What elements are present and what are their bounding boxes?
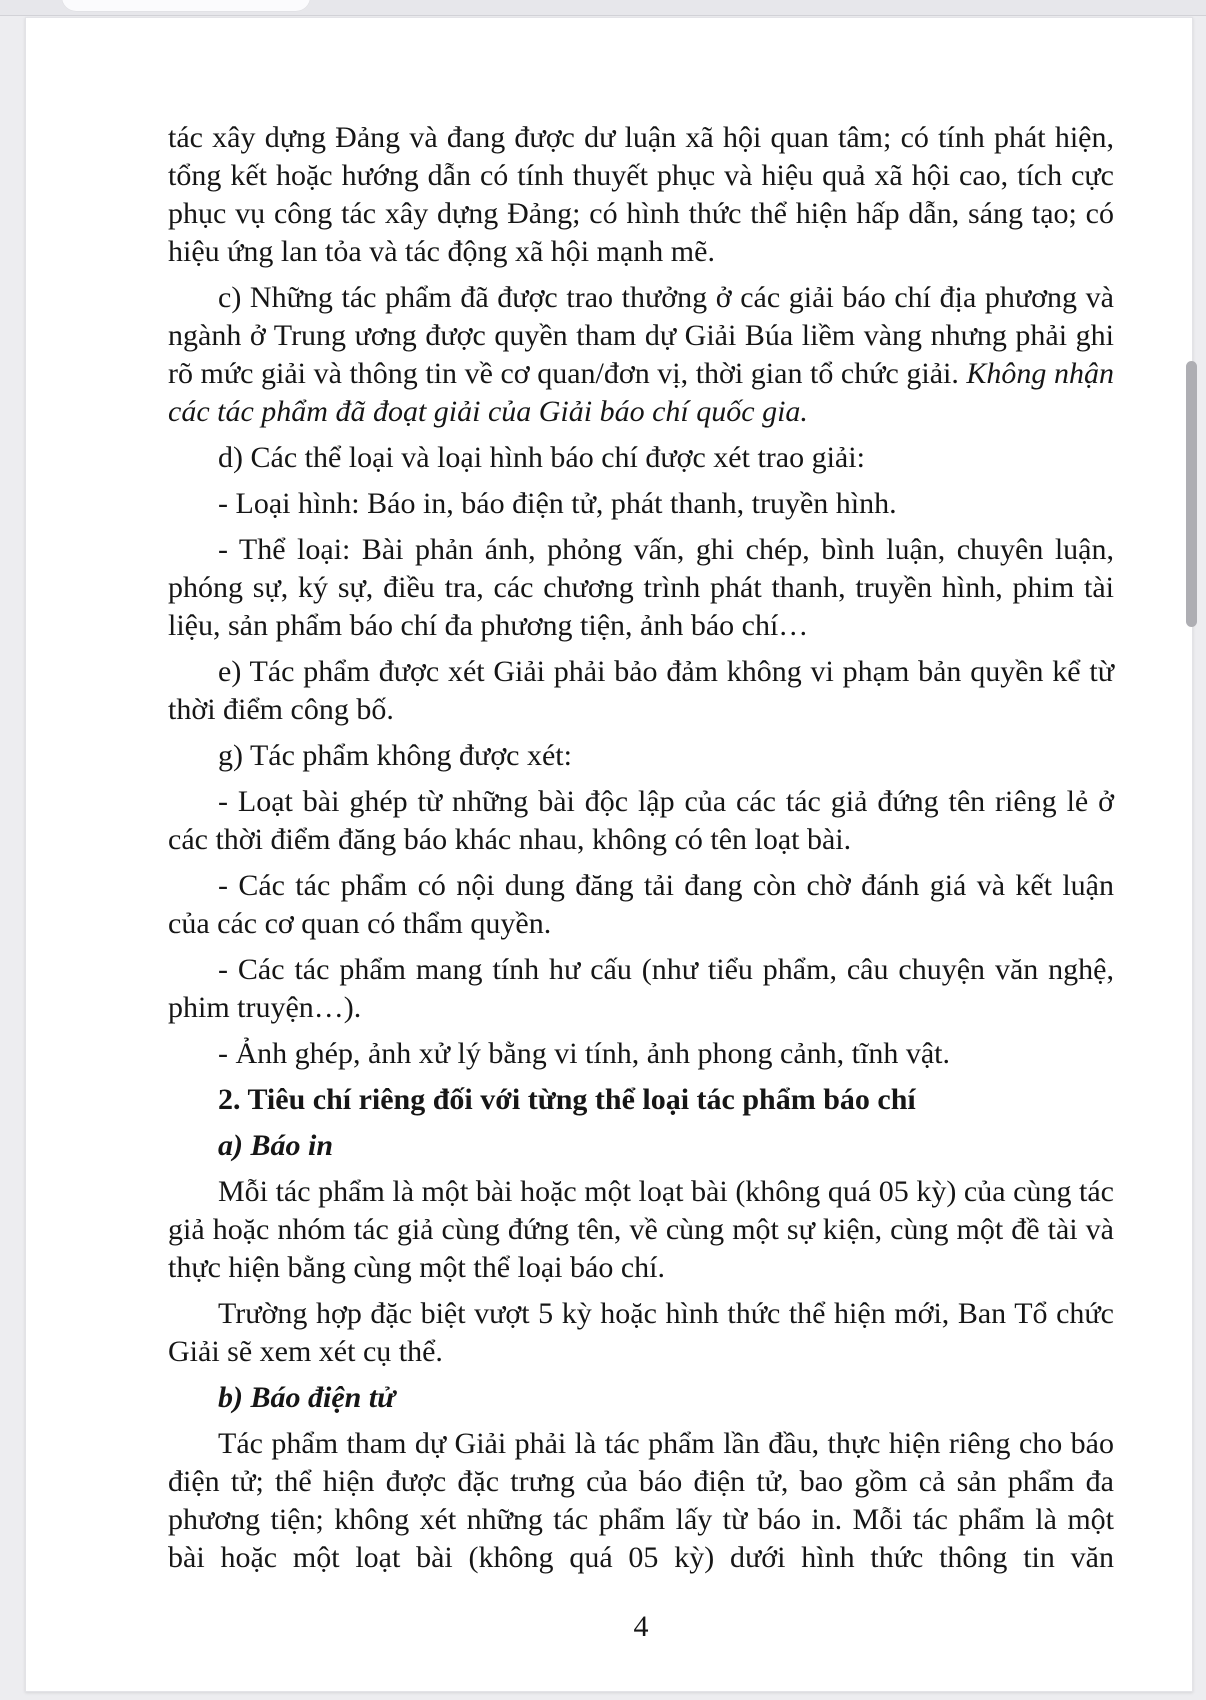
paragraph: [168, 1081, 1114, 1119]
paragraph: [168, 1379, 1114, 1417]
text-run: e) Tác phẩm được xét Giải phải bảo đảm không vi phạm bản quyền kể từ thời điểm công bố.: [168, 655, 1114, 726]
text-run: 2. Tiêu chí riêng đối với từng thể loại tác phẩm báo chí: [218, 1083, 916, 1116]
text-run: tác xây dựng Đảng và đang được dư luận xã hội quan tâm; có tính phát hiện, tổng kết hoặc hướng dẫn có tính thuyết phục và hiệu quả xã hội cao, tích cực phục vụ công tác xây dựng Đảng; có hình thức thể hiện hấp dẫn, sáng tạo; có hiệu ứng lan tỏa và tác động xã hội mạnh mẽ.: [168, 121, 1114, 268]
text-run: - Loại hình: Báo in, báo điện tử, phát thanh, truyền hình.: [218, 487, 897, 520]
paragraph: [168, 867, 1114, 943]
text-run: - Thể loại: Bài phản ánh, phỏng vấn, ghi chép, bình luận, chuyên luận, phóng sự, ký sự, điều tra, các chương trình phát thanh, truyền hình, phim tài liệu, sản phẩm báo chí đa phương tiện, ảnh báo chí…: [168, 533, 1114, 642]
paragraph: [168, 783, 1114, 859]
paragraph: [168, 1425, 1114, 1577]
paragraph: [168, 531, 1114, 645]
text-run: - Ảnh ghép, ảnh xử lý bằng vi tính, ảnh phong cảnh, tĩnh vật.: [218, 1037, 950, 1070]
text-run: b) Báo điện tử: [218, 1381, 396, 1414]
paragraph: [168, 119, 1114, 271]
document-page: [25, 17, 1193, 1692]
text-run: - Các tác phẩm có nội dung đăng tải đang còn chờ đánh giá và kết luận của các cơ quan có thẩm quyền.: [168, 869, 1114, 940]
floating-toolbar-bubble[interactable]: [62, 0, 310, 11]
paragraph: [168, 485, 1114, 523]
page-number: 4: [633, 1610, 649, 1643]
text-run: Tác phẩm tham dự Giải phải là tác phẩm lần đầu, thực hiện riêng cho báo điện tử; thể hiện được đặc trưng của báo điện tử, bao gồm cả sản phẩm đa phương tiện; không xét những tác phẩm lấy từ báo in. Mỗi tác phẩm là một bài hoặc một loạt bài (không quá 05 kỳ) dưới hình thức thông tin văn: [168, 1427, 1114, 1574]
paragraph: [168, 1035, 1114, 1073]
paragraph: [168, 951, 1114, 1027]
paragraph: [168, 1173, 1114, 1287]
text-run: d) Các thể loại và loại hình báo chí được xét trao giải:: [218, 441, 865, 474]
text-run: Không nhận các tác phẩm đã đoạt giải của Giải báo chí quốc gia.: [168, 357, 1114, 428]
paragraph: [168, 279, 1114, 431]
text-run: g) Tác phẩm không được xét:: [218, 739, 572, 772]
text-run: Trường hợp đặc biệt vượt 5 kỳ hoặc hình thức thể hiện mới, Ban Tổ chức Giải sẽ xem xét cụ thể.: [168, 1297, 1114, 1368]
paragraph: [168, 737, 1114, 775]
text-run: - Loạt bài ghép từ những bài độc lập của các tác giả đứng tên riêng lẻ ở các thời điểm đăng báo khác nhau, không có tên loạt bài.: [168, 785, 1114, 856]
paragraph: [168, 1295, 1114, 1371]
top-bar: [0, 0, 1206, 16]
text-run: c) Những tác phẩm đã được trao thưởng ở các giải báo chí địa phương và ngành ở Trung ương được quyền tham dự Giải Búa liềm vàng nhưng phải ghi rõ mức giải và thông tin về cơ quan/đơn vị, thời gian tổ chức giải.: [168, 281, 1114, 390]
paragraph: [168, 653, 1114, 729]
scrollbar-thumb[interactable]: [1186, 361, 1197, 627]
text-run: Mỗi tác phẩm là một bài hoặc một loạt bài (không quá 05 kỳ) của cùng tác giả hoặc nhóm tác giả cùng đứng tên, về cùng một sự kiện, cùng một đề tài và thực hiện bằng cùng một thể loại báo chí.: [168, 1175, 1114, 1284]
paragraph: [168, 439, 1114, 477]
text-run: - Các tác phẩm mang tính hư cấu (như tiểu phẩm, câu chuyện văn nghệ, phim truyện…).: [168, 953, 1114, 1024]
paragraph: [168, 1127, 1114, 1165]
document-text: [168, 119, 1114, 1577]
text-run: a) Báo in: [218, 1129, 334, 1162]
